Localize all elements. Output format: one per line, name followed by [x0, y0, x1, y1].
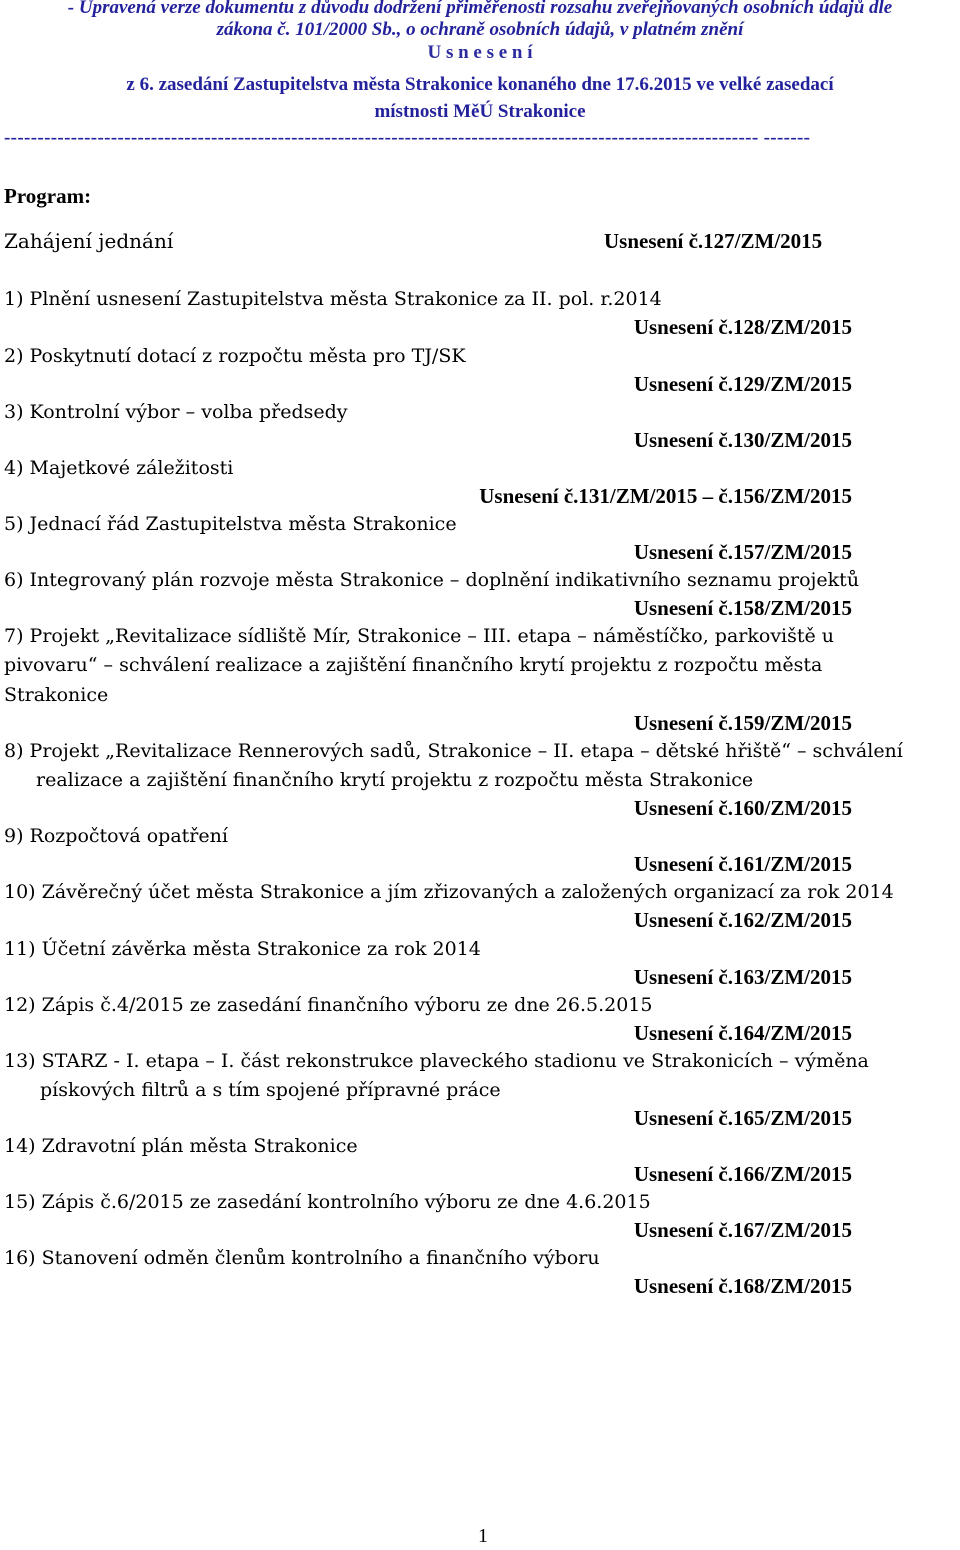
agenda-item-8-line-1: 8) Projekt „Revitalizace Rennerových sadů, Strakonice – II. etapa – dětské hřiště“ – schválení	[4, 740, 903, 762]
agenda-item-14-resolution-ref: Usnesení č.166/ZM/2015	[633, 1162, 852, 1186]
agenda-item-15-line-1: 15) Zápis č.6/2015 ze zasedání kontrolního výboru ze dne 4.6.2015	[4, 1191, 651, 1213]
agenda-item-1-resolution-ref: Usnesení č.128/ZM/2015	[633, 315, 852, 339]
agenda-item-9-line-1: 9) Rozpočtová opatření	[4, 825, 228, 847]
agenda-item-11-resolution-ref: Usnesení č.163/ZM/2015	[633, 965, 852, 989]
agenda-item-9-resolution-ref: Usnesení č.161/ZM/2015	[633, 852, 852, 876]
agenda-item-8-resolution-ref: Usnesení č.160/ZM/2015	[633, 796, 852, 820]
agenda-item-8-line-2: realizace a zajištění finančního krytí projektu z rozpočtu města Strakonice	[36, 769, 754, 791]
program-heading: Program:	[4, 184, 92, 208]
agenda-item-2-resolution-ref: Usnesení č.129/ZM/2015	[633, 372, 852, 396]
agenda-item-6-resolution-ref: Usnesení č.158/ZM/2015	[633, 596, 852, 620]
agenda-item-16-line-1: 16) Stanovení odměn členům kontrolního a finančního výboru	[4, 1247, 600, 1269]
document-title: U s n e s e n í	[427, 42, 533, 63]
agenda-item-12-line-1: 12) Zápis č.4/2015 ze zasedání finančního výboru ze dne 26.5.2015	[4, 994, 653, 1016]
agenda-item-10-line-1: 10) Závěrečný účet města Strakonice a jím zřizovaných a založených organizací za rok 2014	[4, 881, 894, 903]
agenda-item-2-line-1: 2) Poskytnutí dotací z rozpočtu města pro TJ/SK	[4, 345, 466, 367]
agenda-item-4-line-1: 4) Majetkové záležitosti	[4, 457, 234, 479]
agenda-item-13-resolution-ref: Usnesení č.165/ZM/2015	[633, 1106, 852, 1130]
agenda-item-7-line-1: 7) Projekt „Revitalizace sídliště Mír, Strakonice – III. etapa – náměstíčko, parkoviště u	[4, 625, 835, 647]
agenda-item-13-line-2: pískových filtrů a s tím spojené přípravné práce	[40, 1079, 501, 1101]
agenda-item-3-line-1: 3) Kontrolní výbor – volba předsedy	[4, 401, 348, 423]
agenda-item-4-resolution-ref: Usnesení č.131/ZM/2015 – č.156/ZM/2015	[479, 484, 852, 508]
agenda-item-14-line-1: 14) Zdravotní plán města Strakonice	[4, 1135, 358, 1157]
opening-resolution-ref: Usnesení č.127/ZM/2015	[604, 229, 823, 253]
opening-label: Zahájení jednání	[4, 229, 174, 253]
agenda-item-7-resolution-ref: Usnesení č.159/ZM/2015	[633, 711, 852, 735]
agenda-item-13-line-1: 13) STARZ - I. etapa – I. část rekonstrukce plaveckého stadionu ve Strakonicích – výměna	[4, 1050, 869, 1072]
agenda-item-7-line-3: Strakonice	[4, 684, 109, 706]
page-number: 1	[478, 1525, 488, 1547]
anonymization-notice-line1: - Upravená verze dokumentu z důvodu dodržení přiměřenosti rozsahu zveřejňovaných osobních údajů dle	[67, 0, 893, 18]
agenda-item-10-resolution-ref: Usnesení č.162/ZM/2015	[633, 908, 852, 932]
agenda-item-7-line-2: pivovaru“ – schválení realizace a zajištění finančního krytí projektu z rozpočtu města	[4, 654, 823, 676]
agenda-item-16-resolution-ref: Usnesení č.168/ZM/2015	[633, 1274, 852, 1298]
agenda-item-5-resolution-ref: Usnesení č.157/ZM/2015	[633, 540, 852, 564]
agenda-item-11-line-1: 11) Účetní závěrka města Strakonice za rok 2014	[4, 938, 481, 960]
meeting-line1: z 6. zasedání Zastupitelstva města Strakonice konaného dne 17.6.2015 ve velké zasedací	[126, 74, 834, 95]
meeting-line2: místnosti MěÚ Strakonice	[374, 101, 586, 122]
header-divider: ----------------------------------------------------------------------------------------------------------------- -------	[4, 127, 811, 148]
agenda-item-6-line-1: 6) Integrovaný plán rozvoje města Strakonice – doplnění indikativního seznamu projektů	[4, 569, 860, 591]
agenda-item-5-line-1: 5) Jednací řád Zastupitelstva města Strakonice	[4, 513, 457, 535]
agenda-item-15-resolution-ref: Usnesení č.167/ZM/2015	[633, 1218, 852, 1242]
agenda-item-1-line-1: 1) Plnění usnesení Zastupitelstva města Strakonice za II. pol. r.2014	[4, 288, 662, 310]
anonymization-notice-line2: zákona č. 101/2000 Sb., o ochraně osobních údajů, v platném znění	[216, 19, 744, 40]
agenda-item-12-resolution-ref: Usnesení č.164/ZM/2015	[633, 1021, 852, 1045]
agenda-item-3-resolution-ref: Usnesení č.130/ZM/2015	[633, 428, 852, 452]
